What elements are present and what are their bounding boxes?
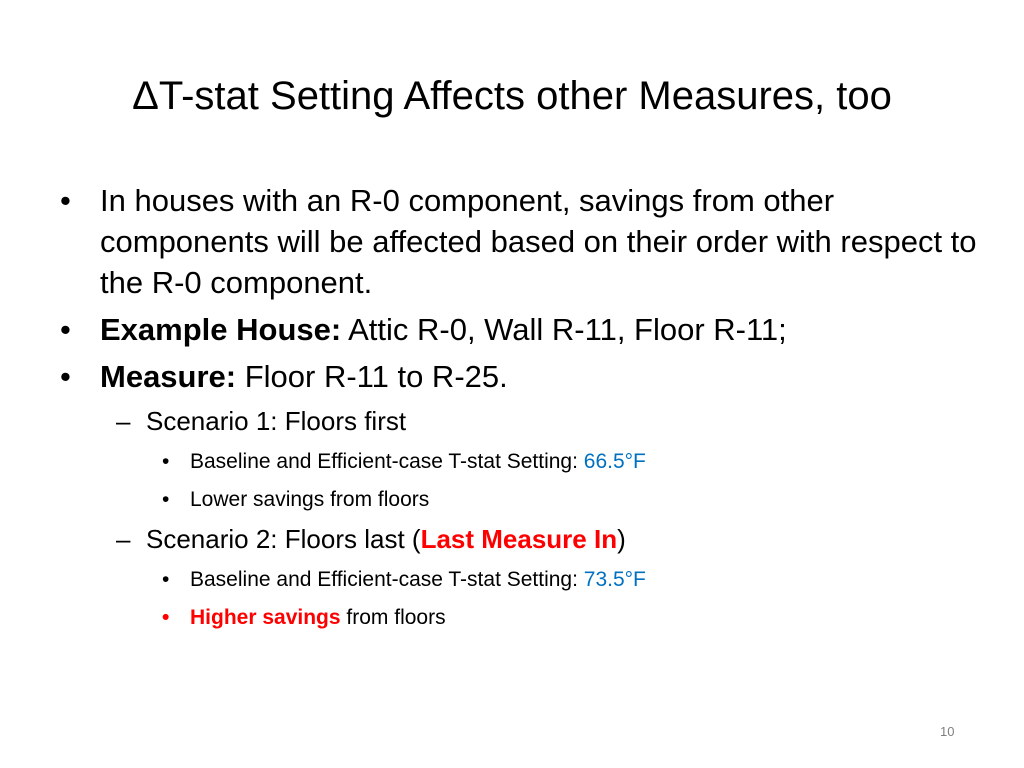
dash-icon: – xyxy=(116,524,131,554)
bullet-example-house xyxy=(60,309,980,350)
scenario-prefix: Scenario 2: Floors last ( xyxy=(146,524,421,554)
bullet-dot-icon: • xyxy=(162,568,170,591)
scenario-1-savings xyxy=(162,485,980,515)
bullet-measure xyxy=(60,356,980,397)
setting-value: 73.5°F xyxy=(583,568,646,591)
bullet-dot-icon: • xyxy=(60,359,71,394)
scenario-1-setting xyxy=(162,447,980,477)
page-number: 10 xyxy=(940,724,955,739)
setting-label: Baseline and Efficient-case T-stat Setting: xyxy=(190,568,584,591)
savings-text: Lower savings from floors xyxy=(190,488,430,511)
savings-highlight: Higher savings xyxy=(190,606,341,629)
bullet-dot-icon: • xyxy=(162,488,170,511)
bullet-dot-icon: • xyxy=(60,183,71,218)
scenario-2 xyxy=(116,521,980,557)
scenario-text: Scenario 1: Floors first xyxy=(146,406,407,436)
dash-icon: – xyxy=(116,406,131,436)
setting-value: 66.5°F xyxy=(583,450,646,473)
bullet-text: In houses with an R-0 component, savings from other components will be affected based on their order with respect to the R-0 component. xyxy=(100,183,977,300)
scenario-2-setting xyxy=(162,565,980,595)
bullet-label: Measure: xyxy=(100,359,237,394)
bullet-text: Attic R-0, Wall R-11, Floor R-11; xyxy=(341,312,787,347)
bullet-dot-icon: • xyxy=(162,450,170,473)
bullet-label: Example House: xyxy=(100,312,342,347)
slide-title: ΔT-stat Setting Affects other Measures, too xyxy=(132,74,892,118)
bullet-dot-icon: • xyxy=(162,606,170,629)
bullet-dot-icon: • xyxy=(60,312,71,347)
setting-label: Baseline and Efficient-case T-stat Setting: xyxy=(190,450,584,473)
bullet-r0-intro xyxy=(60,180,980,303)
slide-body xyxy=(60,180,980,633)
scenario-highlight: Last Measure In xyxy=(420,524,618,554)
bullet-text: Floor R-11 to R-25. xyxy=(236,359,508,394)
scenario-suffix: ) xyxy=(617,524,626,554)
scenario-2-savings xyxy=(162,603,980,633)
scenario-1 xyxy=(116,403,980,439)
savings-suffix: from floors xyxy=(340,606,446,629)
